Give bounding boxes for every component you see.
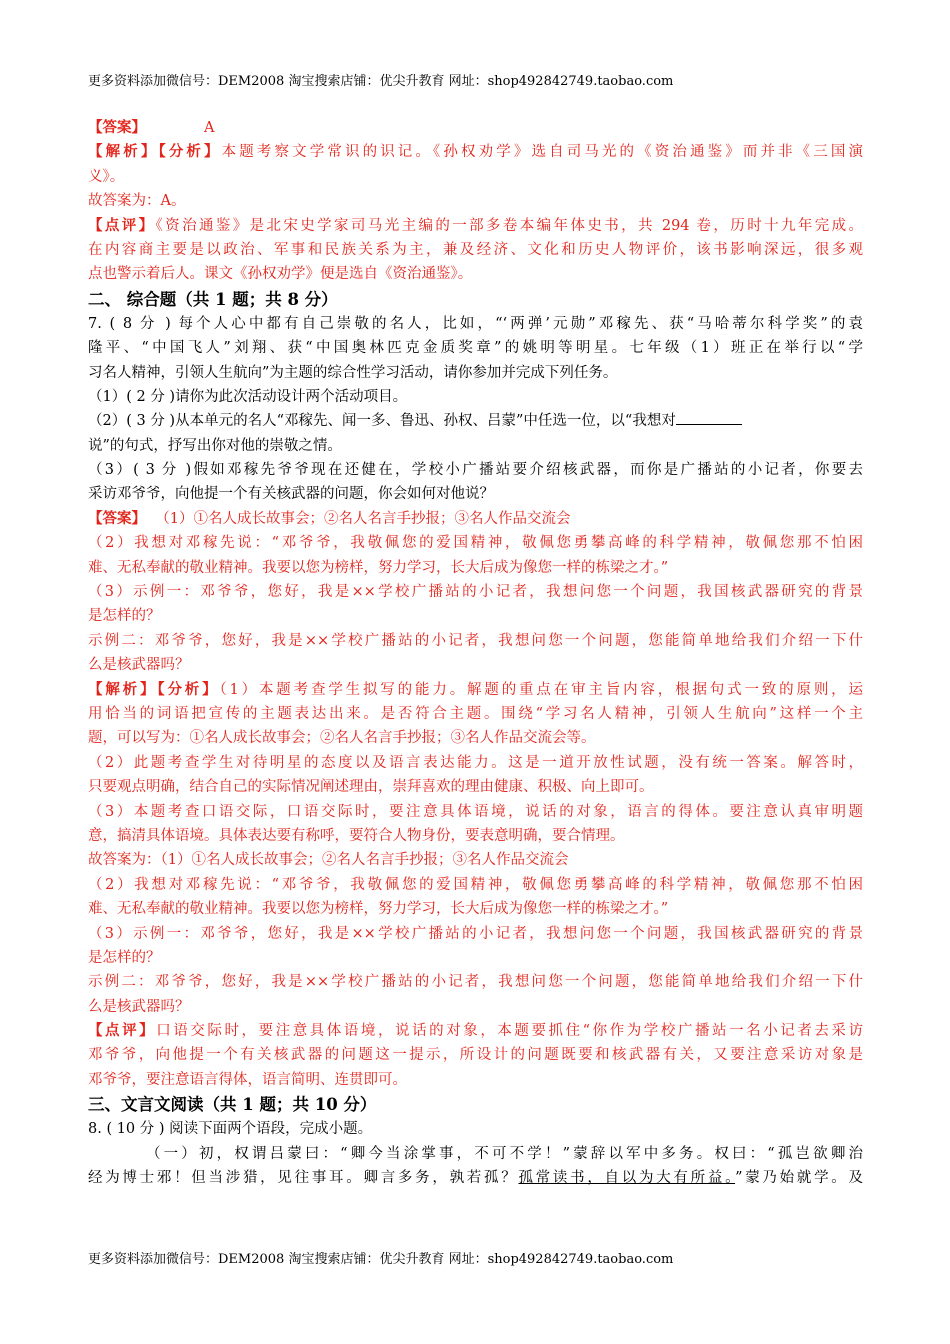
q7-answer-line: 是怎样的？	[88, 608, 161, 625]
q7-sub2-line: （2）( 3 分 )从本单元的名人“邓稼先、闻一多、鲁迅、孙权、吕蒙”中任选一位，以“我想对	[88, 409, 863, 433]
q7-conclusion-line: 是怎样的？	[88, 949, 161, 966]
q7-stem-line: 习名人精神，引领人生航向”为主题的综合性学习活动，请你参加并完成下列任务。	[88, 364, 618, 381]
q7-stem-line: 隆平、“中国飞人”刘翔、获“中国奥林匹克金质奖章”的姚明等明星。七年级（1）班正在举行以“学	[88, 340, 863, 357]
page-footer: 更多资料添加微信号：DEM2008 淘宝搜索店铺：优尖升教育 网址：shop492842749.taobao.com	[88, 1252, 674, 1267]
q7-answer-line: 么是核武器吗？	[88, 657, 190, 674]
q7-conclusion-line: 么是核武器吗？	[88, 998, 190, 1015]
underlined-sentence: 孤常读书，自以为大有所益。	[518, 1170, 736, 1187]
q7-analysis-line: 意，搞清具体语境。具体表达要有称呼，要符合人物身份，要表意明确，要合情理。	[88, 827, 625, 844]
q7-conclusion-line: （3）示例一：邓爷爷，您好，我是××学校广播站的小记者，我想问您一个问题，我国核武器研究的背景	[88, 925, 863, 942]
q7-sub2-line: 说”的句式，抒写出你对他的崇敬之情。	[88, 437, 342, 454]
q7-answer-line: 示例二：邓爷爷，您好，我是××学校广播站的小记者，我想问您一个问题，您能简单地给我们介绍一下什	[88, 632, 863, 649]
q8-stem: 8. ( 10 分 ) 阅读下面两个语段，完成小题。	[88, 1121, 373, 1138]
q7-conclusion-line: 故答案为：（1）①名人成长故事会；②名人名言手抄报；③名人作品交流会	[88, 852, 569, 869]
answer-label: 【答案】	[88, 119, 146, 136]
q8-passage-line: 经为博士邪！但当涉猎，见往事耳。卿言多务，孰若孤？孤常读书，自以为大有所益。”蒙乃始就学。及	[88, 1170, 863, 1187]
q7-sub1: （1）( 2 分 )请你为此次活动设计两个活动项目。	[88, 388, 408, 405]
q7-sub3-line: （3）( 3 分 )假如邓稼先爷爷现在还健在，学校小广播站要介绍核武器，而你是广播站的小记者，你要去	[88, 462, 863, 479]
q7-answer-line: 【答案】 （1）①名人成长故事会；②名人名言手抄报；③名人作品交流会	[88, 509, 571, 527]
section-title: 二、 综合题（共 1 题；共 8 分）	[88, 289, 338, 309]
q7-analysis-line: 用恰当的词语把宣传的主题表达出来。是否符合主题。围绕“学习名人精神，引领人生航向”这样一个主	[88, 705, 863, 722]
q7-stem-line: 7. ( 8 分 ) 每个人心中都有自己崇敬的名人，比如，“‘两弹’元勋”邓稼先、获“马哈蒂尔科学奖”的袁	[88, 315, 863, 332]
page-header: 更多资料添加微信号：DEM2008 淘宝搜索店铺：优尖升教育 网址：shop492842749.taobao.com	[88, 74, 674, 89]
q7-analysis-line: 【解析】【分析】（1）本题考查学生拟写的能力。解题的重点在审主旨内容，根据句式一致的原则，运	[88, 680, 863, 698]
q7-conclusion-line: 难、无私奉献的敬业精神。我要以您为榜样，努力学习，长大后成为像您一样的栋梁之才。”	[88, 901, 669, 918]
q7-comment-line: 【点评】口语交际时，要注意具体语境，说话的对象，本题要抓住“你作为学校广播站一名小记者去采访	[88, 1022, 863, 1040]
answer-blank	[676, 410, 742, 425]
q7-analysis-line: （2）此题考查学生对待明星的态度以及语言表达能力。这是一道开放性试题，没有统一答案。解答时，	[88, 754, 863, 771]
q7-conclusion-line: （2）我想对邓稼先说：“邓爷爷，我敬佩您的爱国精神，敬佩您勇攀高峰的科学精神，敬佩您那不怕困	[88, 876, 863, 893]
q7-analysis-line: 只要观点明确，结合自己的实际情况阐述理由，崇拜喜欢的理由健康、积极、向上即可。	[88, 779, 654, 796]
q7-analysis-line: （3）本题考查口语交际，口语交际时，要注意具体语境，说话的对象，语言的得体。要注意认真审明题	[88, 803, 863, 820]
q6-analysis-line: 义》。	[88, 168, 125, 185]
q6-comment-line: 在内容商主要是以政治、军事和民族关系为主，兼及经济、文化和历史人物评价，该书影响深远，很多观	[88, 241, 863, 258]
q6-comment-line: 点也警示着后人。课文《孙权劝学》便是选自《资治通鉴》。	[88, 266, 473, 283]
q7-analysis-line: 题，可以写为：①名人成长故事会；②名人名言手抄报；③名人作品交流会等。	[88, 730, 596, 747]
q6-answer	[88, 116, 863, 140]
answer-value: A	[204, 120, 215, 136]
q7-comment-line: 邓爷爷，要注意语言得体，语言简明、连贯即可。	[88, 1071, 407, 1088]
q7-conclusion-line: 示例二：邓爷爷，您好，我是××学校广播站的小记者，我想问您一个问题，您能简单地给我们介绍一下什	[88, 974, 863, 991]
q6-conclusion: 故答案为：A。	[88, 193, 186, 210]
q7-answer-line: （2）我想对邓稼先说：“邓爷爷，我敬佩您的爱国精神，敬佩您勇攀高峰的科学精神，敬佩您那不怕困	[88, 535, 863, 552]
q7-answer-line: 难、无私奉献的敬业精神。我要以您为榜样，努力学习，长大后成为像您一样的栋梁之才。”	[88, 559, 669, 576]
q6-analysis-line: 【解析】【分析】本题考察文学常识的识记。《孙权劝学》选自司马光的《资治通鉴》而并非《三国演	[88, 143, 863, 161]
q6-comment-line: 【点评】《资治通鉴》是北宋史学家司马光主编的一部多卷本编年体史书，共 294 卷，历时十九年完成。	[88, 216, 863, 234]
document-body	[88, 116, 863, 1190]
q7-comment-line: 邓爷爷，向他提一个有关核武器的问题这一提示，所设计的问题既要和核武器有关，又要注意采访对象是	[88, 1047, 863, 1064]
section-title: 三、文言文阅读（共 1 题；共 10 分）	[88, 1095, 377, 1115]
q8-passage-line: （一）初，权谓吕蒙曰：“卿今当涂掌事，不可不学！”蒙辞以军中多务。权曰：“孤岂欲卿治	[146, 1145, 863, 1162]
q7-sub3-line: 采访邓爷爷，向他提一个有关核武器的问题，你会如何对他说？	[88, 486, 494, 503]
q7-answer-line: （3）示例一：邓爷爷，您好，我是××学校广播站的小记者，我想问您一个问题，我国核武器研究的背景	[88, 584, 863, 601]
